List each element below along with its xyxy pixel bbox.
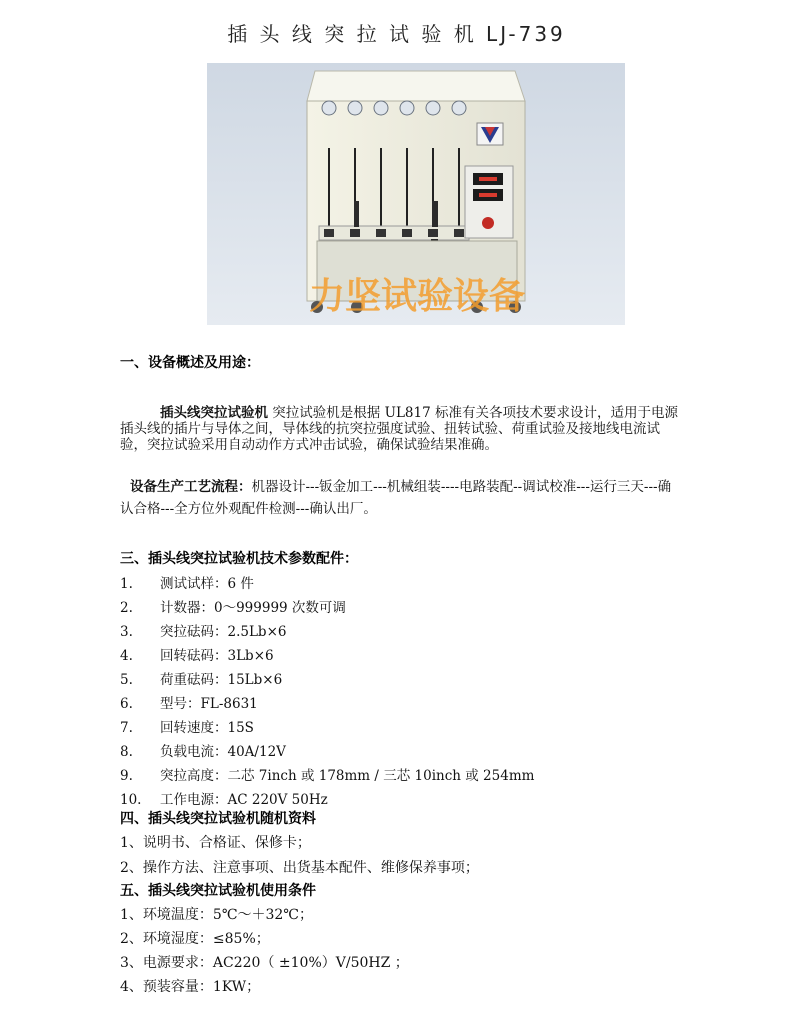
machine-illustration: [207, 63, 625, 325]
document-item: 1、说明书、合格证、保修卡；: [120, 835, 311, 851]
section-heading-specs: 三、插头线突拉试验机技术参数配件：: [120, 551, 358, 567]
process-paragraph: [120, 476, 680, 520]
spec-item: 10. 工作电源：AC 220V 50Hz: [120, 792, 328, 808]
spec-item: 1. 测试试样：6 件: [120, 576, 254, 592]
condition-item: 2、环境湿度：≤85%；: [120, 931, 270, 947]
process-bold-title: 设备生产工艺流程：: [130, 479, 252, 495]
spec-item: 5. 荷重砝码：15Lb×6: [120, 672, 283, 688]
condition-item: 4、预装容量：1KW；: [120, 979, 261, 995]
spec-item: 6. 型号：FL-8631: [120, 696, 258, 712]
section-heading-overview: 一、设备概述及用途：: [120, 355, 260, 371]
section-heading-conditions: 五、插头线突拉试验机使用条件: [120, 883, 316, 899]
spec-item: 3. 突拉砝码：2.5Lb×6: [120, 624, 287, 640]
overview-text: 突拉试验机是根据 UL817 标准有关各项技术要求设计，适用于电源插头线的插片与导体之间，导体线的抗突拉强度试验、扭转试验、荷重试验及接地线电流试验，突拉试验采用自动动作方式冲击试验，确保试验结果准确。: [120, 405, 678, 453]
overview-bold-title: 插头线突拉试验机: [160, 405, 268, 421]
brand-logo: [477, 123, 503, 145]
page-title: 插 头 线 突 拉 试 验 机 LJ-739: [227, 22, 566, 46]
product-photo: [207, 63, 625, 325]
spec-item: 9. 突拉高度：二芯 7inch 或 178mm / 三芯 10inch 或 254mm: [120, 768, 535, 784]
overview-paragraph: [120, 405, 680, 453]
spec-item: 2. 计数器：0～999999 次数可调: [120, 600, 346, 616]
process-text: 机器设计---钣金加工---机械组装----电路装配--调试校准---运行三天---确认合格---全方位外观配件检测---确认出厂。: [120, 479, 672, 517]
document-item: 2、操作方法、注意事项、出货基本配件、维修保养事项；: [120, 860, 479, 876]
condition-item: 1、环境温度：5℃～＋32℃；: [120, 907, 313, 923]
condition-item: 3、电源要求：AC220（ ±10%）V/50HZ ；: [120, 955, 409, 971]
spec-item: 8. 负载电流：40A/12V: [120, 744, 286, 760]
section-heading-documents: 四、插头线突拉试验机随机资料: [120, 811, 316, 827]
spec-item: 7. 回转速度：15S: [120, 720, 254, 736]
spec-item: 4. 回转砝码：3Lb×6: [120, 648, 274, 664]
photo-watermark: 力坚试验设备: [308, 276, 526, 317]
